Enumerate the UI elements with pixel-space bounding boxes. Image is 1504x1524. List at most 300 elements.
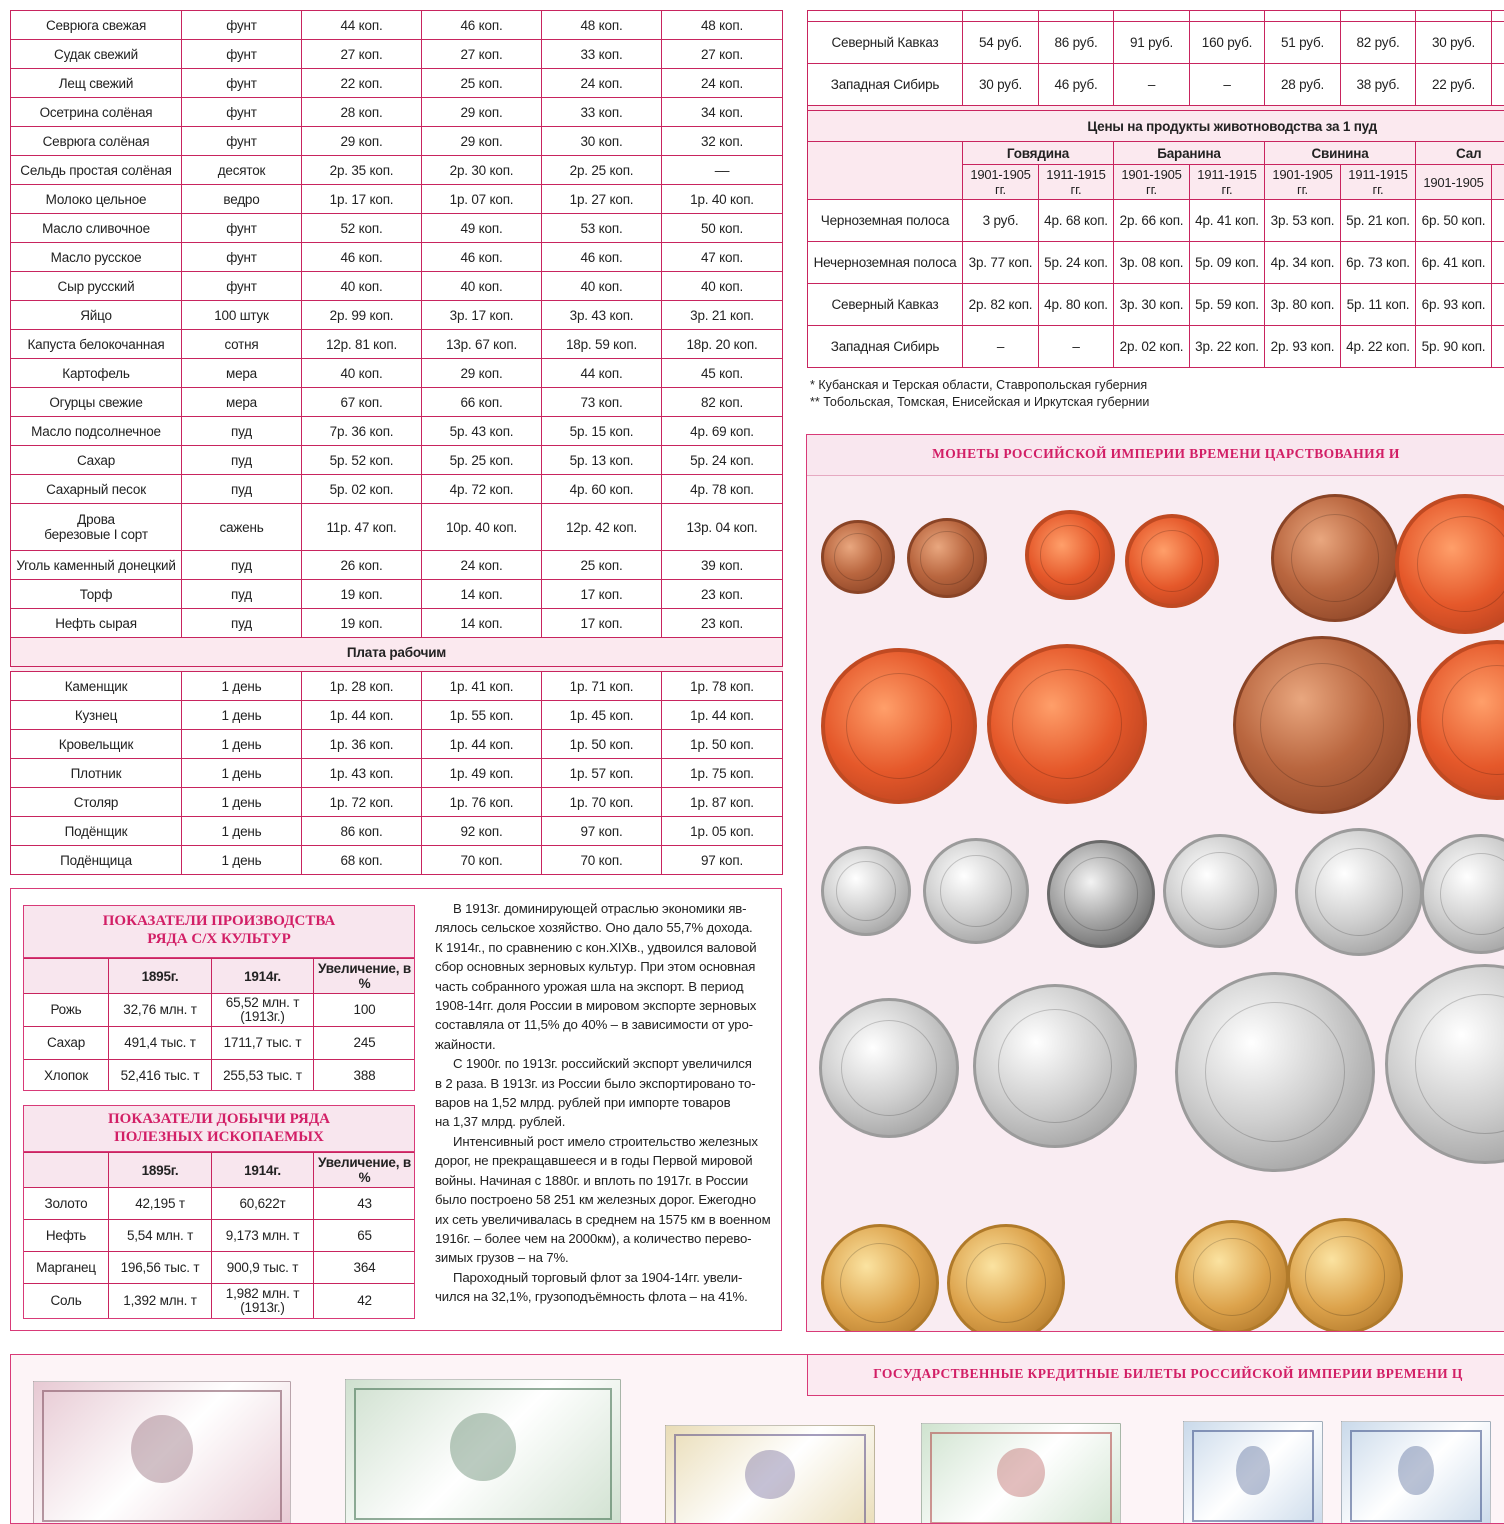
table-cell: 1 день (182, 730, 302, 759)
table-cell: 1 день (182, 759, 302, 788)
banknote-emblem (1236, 1446, 1269, 1496)
table-cell: 4р. 41 коп. (1190, 200, 1265, 242)
coin-image (1421, 834, 1504, 954)
table-cell (1492, 242, 1504, 284)
banknote-image (1183, 1421, 1323, 1524)
coin-image (1025, 510, 1115, 600)
coin-rim (1305, 1236, 1384, 1315)
table-cell (808, 142, 963, 200)
table-cell: 1р. 07 коп. (422, 185, 542, 214)
coin-rim (1440, 853, 1504, 935)
table-cell (1341, 11, 1416, 22)
minerals-box (23, 1105, 415, 1319)
year-range: 1901-1905 (1416, 165, 1492, 200)
price-item-name: Сахар (11, 446, 182, 475)
animal-head: Сал (1416, 142, 1504, 165)
table-cell (808, 11, 963, 22)
table-cell: 18р. 20 коп. (662, 330, 783, 359)
table-cell: 33 коп. (542, 40, 662, 69)
wage-row (11, 672, 783, 701)
table-cell: 5р. 15 коп. (542, 417, 662, 446)
table-cell: 364 (314, 1252, 416, 1284)
price-row (11, 551, 783, 580)
table-cell: 44 коп. (302, 11, 422, 40)
article-line: лялось сельское хозяйство. Оно дало 55,7% дохода. (435, 918, 775, 937)
animal-title: Цены на продукты животноводства за 1 пуд (808, 111, 1504, 142)
table-cell: 13р. 67 коп. (422, 330, 542, 359)
table-cell: 86 коп. (302, 817, 422, 846)
banknote-image (345, 1379, 621, 1524)
table-cell: 70 коп. (422, 846, 542, 875)
table-cell: 12р. 81 коп. (302, 330, 422, 359)
table-cell: 97 коп. (662, 846, 783, 875)
coin-rim (1415, 994, 1504, 1134)
minerals-table (23, 1152, 415, 1319)
table-cell: 2р. 82 коп. (963, 284, 1039, 326)
table-cell: 28 коп. (302, 98, 422, 127)
table-cell: 38 руб. (1341, 64, 1416, 106)
table-cell: 14 коп. (422, 609, 542, 638)
table-cell: 1р. 78 коп. (662, 672, 783, 701)
wage-row (11, 817, 783, 846)
table-cell: 27 коп. (422, 40, 542, 69)
article-line: В 1913г. доминирующей отраслью экономики яв- (435, 899, 775, 918)
table-cell: Черноземная полоса (808, 200, 963, 242)
table-cell: 66 коп. (422, 388, 542, 417)
table-cell: 5р. 09 коп. (1190, 242, 1265, 284)
table-cell: 1 день (182, 817, 302, 846)
table-cell: Соль (24, 1284, 109, 1319)
table-cell: 196,56 тыс. т (109, 1252, 212, 1284)
article-line: часть собранного урожая шла на экспорт. В период (435, 977, 775, 996)
stats-row (24, 1252, 416, 1284)
table-cell: 6р. 73 коп. (1341, 242, 1416, 284)
price-item-name: Осетрина солёная (11, 98, 182, 127)
table-cell: 27 коп. (662, 40, 783, 69)
prices-table (10, 10, 783, 875)
table-cell: 13р. 04 коп. (662, 504, 783, 551)
table-cell: 3р. 21 коп. (662, 301, 783, 330)
article-line: жайности. (435, 1035, 775, 1054)
table-cell: 4р. 60 коп. (542, 475, 662, 504)
table-cell: Западная Сибирь (808, 326, 963, 368)
table-cell: 1711,7 тыс. т (212, 1027, 314, 1060)
coin-rim (998, 1009, 1112, 1123)
table-cell: 46 коп. (302, 243, 422, 272)
table-cell: 2р. 25 коп. (542, 156, 662, 185)
price-row (11, 156, 783, 185)
price-row (11, 330, 783, 359)
table-cell: 97 коп. (542, 817, 662, 846)
table-cell (1492, 64, 1504, 106)
wage-item-name: Плотник (11, 759, 182, 788)
price-item-name: Торф (11, 580, 182, 609)
table-cell: 51 руб. (1265, 22, 1341, 64)
table-cell: 25 коп. (542, 551, 662, 580)
coin-rim (1040, 525, 1099, 584)
table-cell: 40 коп. (302, 359, 422, 388)
table-cell: 255,53 тыс. т (212, 1060, 314, 1092)
banknotes-panel (10, 1354, 1504, 1524)
coin-rim (834, 533, 883, 582)
table-cell: 40 коп. (662, 272, 783, 301)
table-cell: 68 коп. (302, 846, 422, 875)
table-cell (1416, 11, 1492, 22)
table-cell: 50 коп. (662, 214, 783, 243)
table-cell: 1р. 72 коп. (302, 788, 422, 817)
table-cell: 24 коп. (662, 69, 783, 98)
coin-image (1175, 1220, 1289, 1332)
year-range: 1901-1905 гг. (1114, 165, 1190, 200)
stats-header-row (24, 959, 416, 994)
coin-rim (1064, 857, 1137, 930)
table-cell (1492, 22, 1504, 64)
banknote-image (1341, 1421, 1491, 1524)
table-cell: 49 коп. (422, 214, 542, 243)
coin-image (821, 1224, 939, 1332)
coin-image (1175, 972, 1375, 1172)
table-cell: 5р. 24 коп. (662, 446, 783, 475)
table-cell: 7р. 36 коп. (302, 417, 422, 446)
table-cell: 3р. 53 коп. (1265, 200, 1341, 242)
table-cell: пуд (182, 475, 302, 504)
table-cell (1190, 11, 1265, 22)
year-range: 1911-1915 гг. (1341, 165, 1416, 200)
price-item-name: Огурцы свежие (11, 388, 182, 417)
table-cell: 52,416 тыс. т (109, 1060, 212, 1092)
table-cell: 82 руб. (1341, 22, 1416, 64)
table-cell: 43 (314, 1188, 416, 1220)
table-cell: 53 коп. (542, 214, 662, 243)
table-cell: 91 руб. (1114, 22, 1190, 64)
production-table (23, 958, 415, 1091)
article-line: чился на 32,1%, грузоподъёмность флота – на 41%. (435, 1287, 775, 1306)
coin-image (819, 998, 959, 1138)
economy-panel (10, 888, 782, 1331)
table-cell: пуд (182, 551, 302, 580)
stats-row (24, 994, 416, 1027)
coin-rim (940, 855, 1012, 927)
wage-item-name: Подёнщица (11, 846, 182, 875)
table-cell: 6р. 93 коп. (1416, 284, 1492, 326)
table-cell: 60,622т (212, 1188, 314, 1220)
wage-row (11, 730, 783, 759)
price-item-name: Сахарный песок (11, 475, 182, 504)
article-line: Интенсивный рост имело строительство железных (435, 1132, 775, 1151)
table-cell: 4р. 80 коп. (1039, 284, 1114, 326)
table-cell: 19 коп. (302, 609, 422, 638)
banknotes-title: ГОСУДАРСТВЕННЫЕ КРЕДИТНЫЕ БИЛЕТЫ РОССИЙСКОЙ ИМПЕРИИ ВРЕМЕНИ Ц (808, 1366, 1504, 1382)
table-cell: 2р. 02 коп. (1114, 326, 1190, 368)
animal-head: Баранина (1114, 142, 1265, 165)
coin-image (821, 648, 977, 804)
table-cell: 23 коп. (662, 580, 783, 609)
wage-item-name: Кровельщик (11, 730, 182, 759)
wage-row (11, 846, 783, 875)
table-cell: 1р. 75 коп. (662, 759, 783, 788)
banknote-emblem (1398, 1446, 1434, 1496)
coin-image (987, 644, 1147, 804)
table-cell: 46 коп. (422, 243, 542, 272)
coin-rim (966, 1243, 1047, 1324)
price-item-name: Масло сливочное (11, 214, 182, 243)
table-cell: 2р. 30 коп. (422, 156, 542, 185)
coin-image (1417, 640, 1504, 800)
table-cell: 42 (314, 1284, 416, 1319)
table-cell: 29 коп. (422, 127, 542, 156)
coin-rim (836, 861, 897, 922)
production-title: ПОКАЗАТЕЛИ ПРОИЗВОДСТВА РЯДА С/Х КУЛЬТУР (24, 906, 414, 958)
price-row (11, 243, 783, 272)
stats-header: Увеличение, в % (314, 959, 416, 994)
stats-header: 1895г. (109, 959, 212, 994)
table-cell: фунт (182, 69, 302, 98)
table-cell: 4р. 69 коп. (662, 417, 783, 446)
coins-area (807, 476, 1504, 1332)
table-cell: 45 коп. (662, 359, 783, 388)
coin-image (1295, 828, 1423, 956)
price-item-name: Яйцо (11, 301, 182, 330)
table-cell: 3р. 22 коп. (1190, 326, 1265, 368)
price-item-name: Севрюга солёная (11, 127, 182, 156)
stats-row (24, 1220, 416, 1252)
footnote-siberia: ** Тобольская, Томская, Енисейская и Иркутская губернии (810, 395, 1149, 409)
price-item-name: Уголь каменный донецкий (11, 551, 182, 580)
table-cell (1492, 326, 1504, 368)
table-cell: 3р. 43 коп. (542, 301, 662, 330)
coins-panel (806, 434, 1504, 1332)
table-cell: 491,4 тыс. т (109, 1027, 212, 1060)
table-cell: 17 коп. (542, 609, 662, 638)
wage-row (11, 788, 783, 817)
price-row (11, 446, 783, 475)
table-cell: 1р. 41 коп. (422, 672, 542, 701)
table-cell: 10р. 40 коп. (422, 504, 542, 551)
year-range: 1911-1915 гг. (1190, 165, 1265, 200)
table-cell: 1р. 87 коп. (662, 788, 783, 817)
table-cell: 42,195 т (109, 1188, 212, 1220)
article-line: 1916г. – более чем на 2000км), а количество перево- (435, 1229, 775, 1248)
table-cell: 33 коп. (542, 98, 662, 127)
table-cell: 4р. 22 коп. (1341, 326, 1416, 368)
table-cell: 11р. 47 коп. (302, 504, 422, 551)
table-cell: Марганец (24, 1252, 109, 1284)
table-cell: 24 коп. (542, 69, 662, 98)
minerals-title: ПОКАЗАТЕЛИ ДОБЫЧИ РЯДА ПОЛЕЗНЫХ ИСКОПАЕМЫХ (24, 1106, 414, 1152)
table-cell (1492, 200, 1504, 242)
table-cell: 1р. 43 коп. (302, 759, 422, 788)
table-cell: 2р. 99 коп. (302, 301, 422, 330)
animal-row (808, 200, 1504, 242)
table-cell: 12р. 42 коп. (542, 504, 662, 551)
table-cell: 1р. 44 коп. (302, 701, 422, 730)
table-cell: 388 (314, 1060, 416, 1092)
coins-title: МОНЕТЫ РОССИЙСКОЙ ИМПЕРИИ ВРЕМЕНИ ЦАРСТВОВАНИЯ И (806, 446, 1504, 462)
stats-header: Увеличение, в % (314, 1153, 416, 1188)
animal-row (808, 242, 1504, 284)
table-cell: Северный Кавказ (808, 284, 963, 326)
table-cell: 5р. 24 коп. (1039, 242, 1114, 284)
stats-header-row (24, 1153, 416, 1188)
price-item-name: Масло подсолнечное (11, 417, 182, 446)
table-cell: 3р. 17 коп. (422, 301, 542, 330)
table-cell: Золото (24, 1188, 109, 1220)
table-cell: 30 руб. (963, 64, 1039, 106)
table-cell: 25 коп. (422, 69, 542, 98)
table-cell: 24 коп. (422, 551, 542, 580)
animal-row (808, 284, 1504, 326)
table-cell: 1р. 36 коп. (302, 730, 422, 759)
coin-image (821, 520, 895, 594)
table-cell: фунт (182, 272, 302, 301)
table-cell: 1р. 45 коп. (542, 701, 662, 730)
article-line: Пароходный торговый флот за 1904-14гг. увели- (435, 1268, 775, 1287)
table-cell: 1р. 50 коп. (662, 730, 783, 759)
price-row (11, 272, 783, 301)
table-cell: 1р. 40 коп. (662, 185, 783, 214)
animal-title-row (808, 111, 1504, 142)
table-cell: десяток (182, 156, 302, 185)
stats-header: 1914г. (212, 1153, 314, 1188)
article-line: сбор основных зерновых культур. При этом основная (435, 957, 775, 976)
banknotes-area (11, 1355, 1504, 1523)
coin-image (973, 984, 1137, 1148)
article-line: составляла от 11,5% до 40% – в зависимости от уро- (435, 1015, 775, 1034)
banknote-emblem (131, 1415, 192, 1483)
coin-image (821, 846, 911, 936)
table-cell (1492, 165, 1504, 200)
table-cell: – (963, 326, 1039, 368)
table-cell: 2р. 66 коп. (1114, 200, 1190, 242)
region-row (808, 22, 1504, 64)
coin-rim (1291, 514, 1379, 602)
price-row (11, 185, 783, 214)
coin-rim (1181, 852, 1259, 930)
table-cell: 23 коп. (662, 609, 783, 638)
table-cell: пуд (182, 446, 302, 475)
table-cell: 1р. 28 коп. (302, 672, 422, 701)
article-line: зимых грузов – на 7%. (435, 1248, 775, 1267)
table-cell: 29 коп. (302, 127, 422, 156)
table-cell: 39 коп. (662, 551, 783, 580)
table-cell (1265, 11, 1341, 22)
table-cell: 29 коп. (422, 98, 542, 127)
table-cell: 1,392 млн. т (109, 1284, 212, 1319)
wage-row (11, 701, 783, 730)
price-item-name: Севрюга свежая (11, 11, 182, 40)
table-cell: 5р. 43 коп. (422, 417, 542, 446)
table-cell: 160 руб. (1190, 22, 1265, 64)
table-cell: 67 коп. (302, 388, 422, 417)
coin-image (1047, 840, 1155, 948)
table-cell: 1р. 71 коп. (542, 672, 662, 701)
stats-header: 1895г. (109, 1153, 212, 1188)
table-cell (1114, 11, 1190, 22)
coin-rim (1442, 665, 1504, 774)
coin-rim (1205, 1002, 1345, 1142)
article-line: войны. Начиная с 1880г. и вплоть по 1917г. в России (435, 1171, 775, 1190)
table-cell: 1р. 27 коп. (542, 185, 662, 214)
table-cell: Западная Сибирь (808, 64, 963, 106)
banknote-emblem (997, 1448, 1045, 1498)
table-cell: 70 коп. (542, 846, 662, 875)
table-cell: 3р. 80 коп. (1265, 284, 1341, 326)
table-cell: сажень (182, 504, 302, 551)
table-cell: 14 коп. (422, 580, 542, 609)
stats-row (24, 1060, 416, 1092)
banknote-emblem (450, 1413, 516, 1481)
price-item-name: Дрова березовые I сорт (11, 504, 182, 551)
table-cell (1039, 11, 1114, 22)
price-row (11, 475, 783, 504)
table-cell: 47 коп. (662, 243, 783, 272)
table-cell: 4р. 68 коп. (1039, 200, 1114, 242)
table-cell: 900,9 тыс. т (212, 1252, 314, 1284)
table-cell: 1 день (182, 672, 302, 701)
table-cell: 100 штук (182, 301, 302, 330)
region-row (808, 64, 1504, 106)
article-line: С 1900г. по 1913г. российский экспорт увеличился (435, 1054, 775, 1073)
wage-row (11, 759, 783, 788)
coin-image (1385, 964, 1504, 1164)
banknote-emblem (745, 1450, 795, 1500)
table-cell: 48 коп. (542, 11, 662, 40)
table-cell: 1р. 17 коп. (302, 185, 422, 214)
wage-item-name: Столяр (11, 788, 182, 817)
table-cell: 2р. 35 коп. (302, 156, 422, 185)
banknote-image (33, 1381, 291, 1524)
stats-row (24, 1027, 416, 1060)
price-item-name: Лещ свежий (11, 69, 182, 98)
coin-rim (1012, 669, 1121, 778)
coin-image (1125, 514, 1219, 608)
table-cell: 82 коп. (662, 388, 783, 417)
article-line: в 2 раза. В 1913г. из России было экспортировано то- (435, 1074, 775, 1093)
table-cell (24, 1153, 109, 1188)
table-cell: 1 день (182, 846, 302, 875)
table-cell: 1р. 57 коп. (542, 759, 662, 788)
table-cell: 1р. 05 коп. (662, 817, 783, 846)
table-cell: 3 руб. (963, 200, 1039, 242)
table-cell: 5р. 59 коп. (1190, 284, 1265, 326)
table-cell: 5р. 90 коп. (1416, 326, 1492, 368)
coin-rim (920, 531, 973, 584)
price-row (11, 98, 783, 127)
table-cell: 1р. 44 коп. (662, 701, 783, 730)
animal-head: Свинина (1265, 142, 1416, 165)
coin-image (923, 838, 1029, 944)
coin-rim (841, 1020, 938, 1117)
coins-title-bar (807, 435, 1504, 476)
table-cell: пуд (182, 580, 302, 609)
price-item-name: Нефть сырая (11, 609, 182, 638)
table-cell: Сахар (24, 1027, 109, 1060)
price-item-name: Масло русское (11, 243, 182, 272)
table-cell: 6р. 41 коп. (1416, 242, 1492, 284)
table-cell: 29 коп. (422, 359, 542, 388)
coin-image (1233, 636, 1411, 814)
table-cell: – (1114, 64, 1190, 106)
table-cell: 1р. 70 коп. (542, 788, 662, 817)
coin-rim (1260, 663, 1384, 787)
table-cell: 1 день (182, 701, 302, 730)
table-cell: 92 коп. (422, 817, 542, 846)
coin-image (947, 1224, 1065, 1332)
price-item-name: Сыр русский (11, 272, 182, 301)
table-cell: –– (662, 156, 783, 185)
coin-rim (1417, 516, 1504, 611)
year-range: 1911-1915 гг. (1039, 165, 1114, 200)
